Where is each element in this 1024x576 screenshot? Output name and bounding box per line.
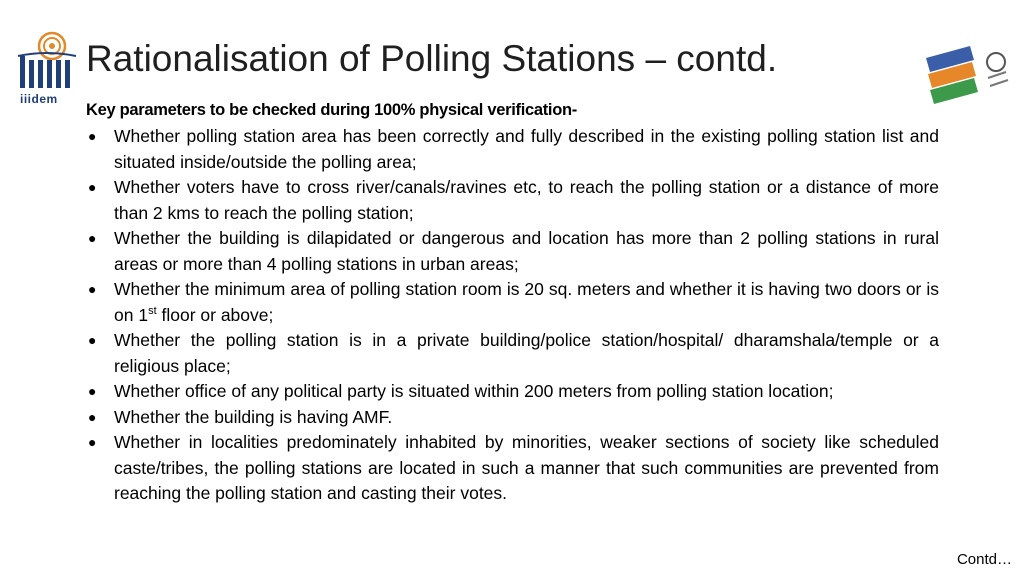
iiidem-logo-icon xyxy=(14,30,80,92)
footer-contd: Contd… xyxy=(956,551,1012,568)
list-item: ● Whether the minimum area of polling station room is 20 sq. meters and whether it is having two doors or is on 1st floor or above; xyxy=(88,279,939,325)
list-item: ● Whether office of any political party is situated within 200 meters from polling station location; xyxy=(86,379,939,405)
bullet-icon: ● xyxy=(88,128,97,144)
bullet-icon: ● xyxy=(88,434,97,450)
list-item: ● Whether the building is dilapidated or dangerous and location has more than 2 polling stations in rural areas or more than 4 polling stations in urban areas; xyxy=(88,228,939,274)
bullet-icon: ● xyxy=(88,179,97,195)
bullet-icon: ● xyxy=(88,408,97,425)
iiidem-logo xyxy=(14,30,80,110)
page-title: Rationalisation of Polling Stations – contd. xyxy=(86,38,778,79)
bullet-icon: ● xyxy=(88,383,97,399)
bullet-list xyxy=(86,124,939,507)
list-item: ● Whether voters have to cross river/canals/ravines etc, to reach the polling station or a distance of more than 2 kms to reach the polling station; xyxy=(88,177,939,223)
bullet-icon: ● xyxy=(88,230,97,246)
bullet-icon: ● xyxy=(88,332,97,348)
list-item: ● Whether the building is having AMF. xyxy=(86,405,939,431)
list-item: ● Whether polling station area has been correctly and fully described in the existing polling station list and situated inside/outside the polling area; xyxy=(88,126,939,172)
list-item: ● Whether in localities predominately inhabited by minorities, weaker sections of society like scheduled caste/tribes, the polling stations are located in such a manner that such communities are prevented from reaching the polling station and casting their votes. xyxy=(88,432,939,503)
eci-logo-icon xyxy=(918,38,1018,108)
list-item: ● Whether the polling station is in a private building/police station/hospital/ dharamshala/temple or a religious place; xyxy=(88,330,939,376)
bullet-icon: ● xyxy=(88,281,97,297)
logo-text: iiidem xyxy=(20,92,58,106)
subheading: Key parameters to be checked during 100% physical verification- xyxy=(86,101,577,119)
eci-logo xyxy=(918,38,1018,108)
